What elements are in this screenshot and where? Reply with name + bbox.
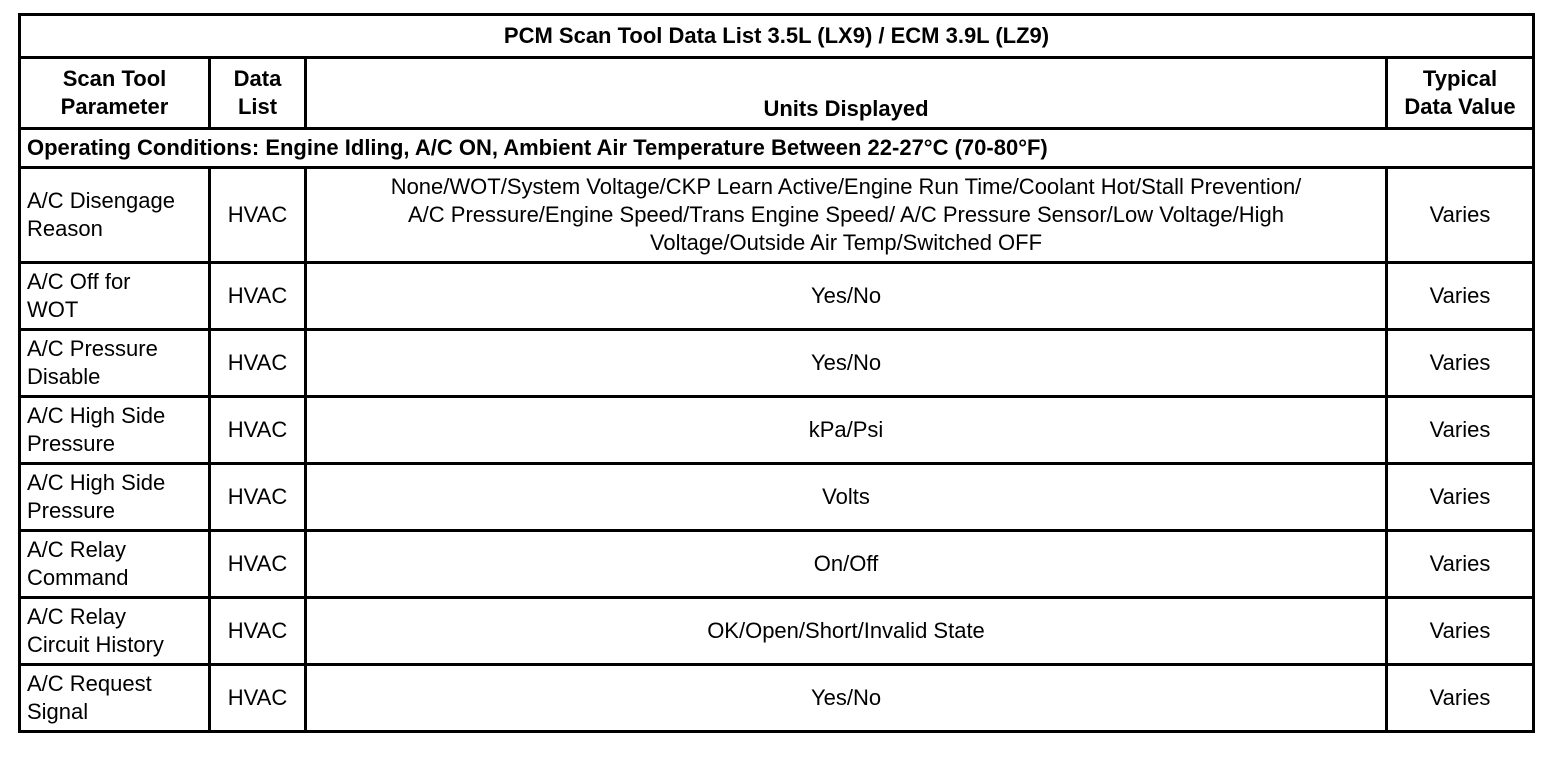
header-typical-value bbox=[1387, 58, 1534, 129]
parameter-line: Pressure bbox=[27, 431, 116, 456]
units-cell: Yes/No bbox=[306, 330, 1387, 397]
header-parameter-line-1: Scan Tool bbox=[62, 66, 167, 91]
table-row bbox=[20, 598, 1534, 665]
header-typical-value-line-1: Typical bbox=[1422, 66, 1498, 91]
parameter-cell bbox=[20, 464, 210, 531]
typical-value-cell: Varies bbox=[1387, 263, 1534, 330]
parameter-cell bbox=[20, 598, 210, 665]
parameter-line: Circuit History bbox=[27, 632, 164, 657]
typical-value-cell: Varies bbox=[1387, 665, 1534, 732]
units-cell: Yes/No bbox=[306, 665, 1387, 732]
parameter-cell bbox=[20, 397, 210, 464]
data-list-cell: HVAC bbox=[210, 598, 306, 665]
typical-value-cell: Varies bbox=[1387, 531, 1534, 598]
header-data-list-line-1: Data bbox=[233, 66, 282, 91]
parameter-line: A/C Pressure bbox=[27, 336, 158, 361]
parameter-line: A/C Request bbox=[27, 671, 152, 696]
header-units-displayed: Units Displayed bbox=[306, 58, 1387, 129]
header-row bbox=[20, 58, 1534, 129]
header-parameter-line-2: Parameter bbox=[60, 94, 169, 119]
units-cell: Volts bbox=[306, 464, 1387, 531]
scan-tool-data-table bbox=[18, 13, 1535, 733]
data-list-cell: HVAC bbox=[210, 168, 306, 263]
table-row bbox=[20, 263, 1534, 330]
parameter-line: Disable bbox=[27, 364, 101, 389]
units-cell: On/Off bbox=[306, 531, 1387, 598]
data-list-cell: HVAC bbox=[210, 464, 306, 531]
header-typical-value-line-2: Data Value bbox=[1404, 94, 1516, 119]
parameter-line: A/C Off for bbox=[27, 269, 131, 294]
units-line: Voltage/Outside Air Temp/Switched OFF bbox=[649, 230, 1043, 255]
parameter-cell bbox=[20, 263, 210, 330]
parameter-line: A/C Relay bbox=[27, 604, 127, 629]
header-parameter bbox=[20, 58, 210, 129]
typical-value-cell: Varies bbox=[1387, 464, 1534, 531]
typical-value-cell: Varies bbox=[1387, 330, 1534, 397]
parameter-line: A/C High Side bbox=[27, 403, 166, 428]
parameter-cell bbox=[20, 665, 210, 732]
parameter-line: A/C Relay bbox=[27, 537, 127, 562]
data-list-cell: HVAC bbox=[210, 531, 306, 598]
table-row bbox=[20, 464, 1534, 531]
units-line: None/WOT/System Voltage/CKP Learn Active/Engine Run Time/Coolant Hot/Stall Prevention/ bbox=[390, 174, 1302, 199]
parameter-line: WOT bbox=[27, 297, 79, 322]
parameter-cell bbox=[20, 531, 210, 598]
header-data-list-line-2: List bbox=[237, 94, 278, 119]
units-cell: kPa/Psi bbox=[306, 397, 1387, 464]
data-list-cell: HVAC bbox=[210, 665, 306, 732]
units-cell: Yes/No bbox=[306, 263, 1387, 330]
units-cell bbox=[306, 168, 1387, 263]
typical-value-cell: Varies bbox=[1387, 397, 1534, 464]
data-list-cell: HVAC bbox=[210, 397, 306, 464]
parameter-line: A/C High Side bbox=[27, 470, 166, 495]
units-line: A/C Pressure/Engine Speed/Trans Engine Speed/ A/C Pressure Sensor/Low Voltage/High bbox=[407, 202, 1285, 227]
table-row bbox=[20, 397, 1534, 464]
table-title: PCM Scan Tool Data List 3.5L (LX9) / ECM 3.9L (LZ9) bbox=[20, 15, 1534, 58]
parameter-line: Pressure bbox=[27, 498, 116, 523]
parameter-line: A/C Disengage bbox=[27, 188, 175, 213]
typical-value-cell: Varies bbox=[1387, 168, 1534, 263]
parameter-line: Command bbox=[27, 565, 129, 590]
table-row bbox=[20, 330, 1534, 397]
typical-value-cell: Varies bbox=[1387, 598, 1534, 665]
table-row bbox=[20, 531, 1534, 598]
parameter-cell bbox=[20, 330, 210, 397]
parameter-cell bbox=[20, 168, 210, 263]
header-data-list bbox=[210, 58, 306, 129]
data-list-cell: HVAC bbox=[210, 330, 306, 397]
parameter-line: Reason bbox=[27, 216, 103, 241]
data-list-cell: HVAC bbox=[210, 263, 306, 330]
operating-conditions: Operating Conditions: Engine Idling, A/C ON, Ambient Air Temperature Between 22-27°C (70-80°F) bbox=[20, 129, 1534, 168]
parameter-line: Signal bbox=[27, 699, 89, 724]
table-row bbox=[20, 168, 1534, 263]
units-cell: OK/Open/Short/Invalid State bbox=[306, 598, 1387, 665]
table-row bbox=[20, 665, 1534, 732]
